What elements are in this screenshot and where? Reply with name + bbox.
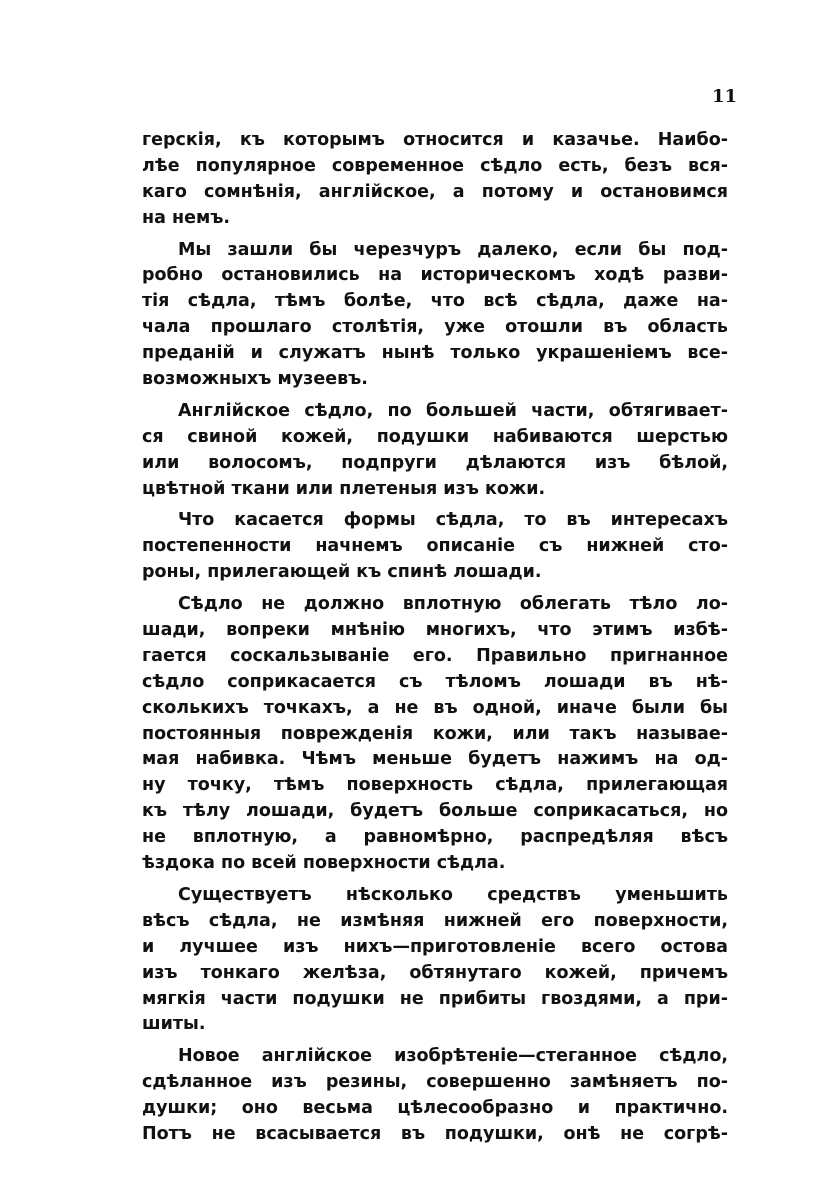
text-line: сѣдло соприкасается съ тѣломъ лошади въ нѣ- — [142, 671, 728, 692]
paragraph — [142, 592, 728, 877]
text-line: Англійское сѣдло, по большей части, обтягивает- — [178, 400, 728, 421]
text-line: сколькихъ точкахъ, а не въ одной, иначе были бы — [142, 697, 728, 718]
text-line: или волосомъ, подпруги дѣлаются изъ бѣлой, — [142, 452, 728, 473]
text-line: изъ тонкаго желѣза, обтянутаго кожей, причемъ — [142, 962, 728, 983]
text-line: не вплотную, а равномѣрно, распредѣляя вѣсъ — [142, 827, 728, 848]
text-line: Потъ не всасывается въ подушки, онѣ не согрѣ- — [142, 1123, 728, 1144]
text-line: возможныхъ музеевъ. — [142, 369, 368, 390]
text-line: Мы зашли бы черезчуръ далеко, если бы под- — [178, 239, 728, 260]
text-line: Что касается формы сѣдла, то въ интересахъ — [178, 510, 728, 531]
text-line: герскія, къ которымъ относится и казачье. Наибо- — [142, 130, 728, 150]
paragraph — [142, 128, 728, 232]
text-line: лѣе популярное современное сѣдло есть, безъ вся- — [142, 155, 728, 176]
paragraph — [142, 238, 728, 393]
text-line: постоянныя поврежденія кожи, или такъ называе- — [142, 723, 728, 744]
text-line: преданій и служатъ нынѣ только украшеніемъ все- — [142, 343, 728, 364]
text-line: постепенности начнемъ описаніе съ нижней сто- — [142, 536, 728, 557]
paragraph — [142, 508, 728, 586]
paragraph — [142, 1044, 728, 1148]
body-text — [142, 128, 728, 1148]
text-line: чала прошлаго столѣтія, уже отошли въ область — [142, 317, 728, 338]
page-number: 11 — [712, 86, 738, 107]
text-line: шади, вопреки мнѣнію многихъ, что этимъ избѣ- — [142, 620, 728, 641]
paragraph — [142, 883, 728, 1038]
text-line: душки; оно весьма цѣлесообразно и практично. — [142, 1098, 728, 1119]
text-line: мягкія части подушки не прибиты гвоздями, а при- — [142, 988, 728, 1009]
text-line: каго сомнѣнія, англійское, а потому и остановимся — [142, 181, 728, 202]
text-line: къ тѣлу лошади, будетъ больше соприкасаться, но — [142, 801, 728, 822]
text-line: цвѣтной ткани или плетеныя изъ кожи. — [142, 478, 546, 499]
text-line: Новое англійское изобрѣтеніе—стеганное сѣдло, — [178, 1046, 728, 1067]
text-line: ѣздока по всей поверхности сѣдла. — [142, 853, 506, 874]
text-line: ся свиной кожей, подушки набиваются шерстью — [142, 426, 728, 447]
text-line: шиты. — [142, 1014, 206, 1035]
text-line: робно остановились на историческомъ ходѣ разви- — [142, 265, 728, 286]
text-line: роны, прилегающей къ спинѣ лошади. — [142, 562, 542, 583]
text-line: сдѣланное изъ резины, совершенно замѣняетъ по- — [142, 1072, 728, 1093]
text-line: тія сѣдла, тѣмъ болѣе, что всѣ сѣдла, даже на- — [142, 291, 728, 312]
text-line: на немъ. — [142, 207, 231, 228]
text-line: мая набивка. Чѣмъ меньше будетъ нажимъ на од- — [142, 749, 728, 770]
text-line: Существуетъ нѣсколько средствъ уменьшить — [178, 884, 728, 905]
text-line: Сѣдло не должно вплотную облегать тѣло ло- — [178, 594, 728, 615]
text-line: и лучшее изъ нихъ—приготовленіе всего остова — [142, 936, 728, 957]
text-line: вѣсъ сѣдла, не измѣняя нижней его поверхности, — [142, 910, 728, 931]
paragraph — [142, 399, 728, 503]
text-line: гается соскальзываніе его. Правильно пригнанное — [142, 645, 728, 666]
text-line: ну точку, тѣмъ поверхность сѣдла, прилегающая — [142, 775, 728, 796]
